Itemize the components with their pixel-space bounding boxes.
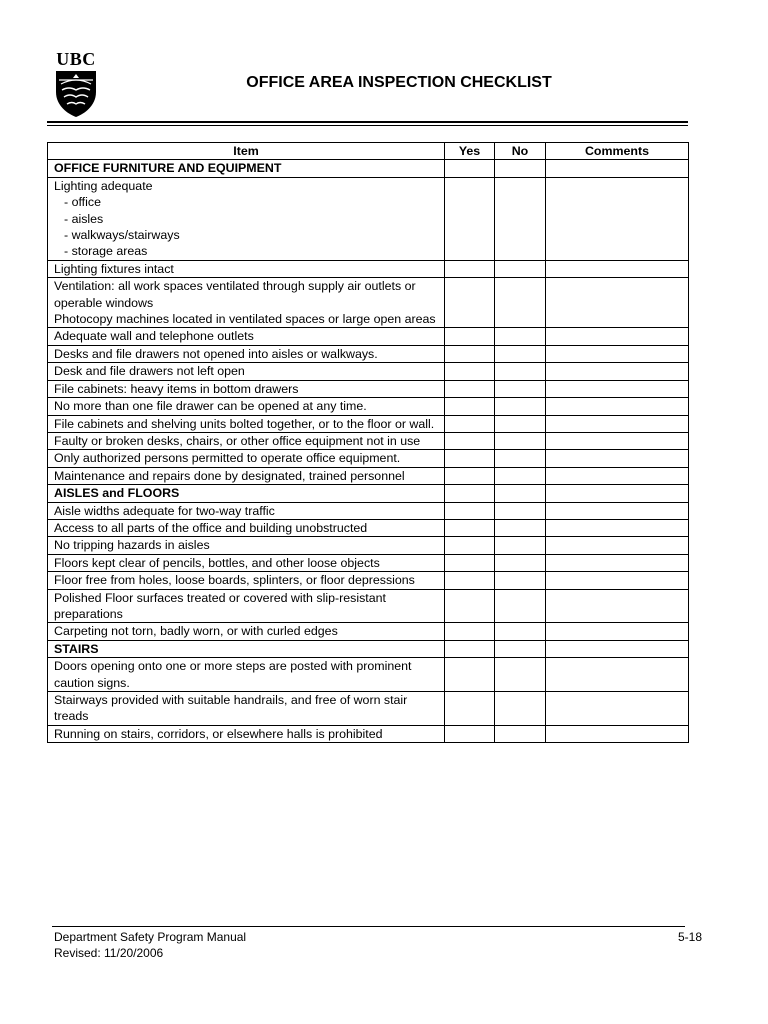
checklist-row (48, 519, 689, 536)
no-cell[interactable] (495, 658, 546, 692)
no-cell[interactable] (495, 640, 546, 657)
checklist-row (48, 692, 689, 726)
no-cell[interactable] (495, 363, 546, 380)
table-body (48, 160, 689, 743)
item-text: Maintenance and repairs done by designated, trained personnel (54, 468, 405, 483)
checklist-row (48, 363, 689, 380)
checklist-row (48, 260, 689, 277)
yes-cell[interactable] (445, 572, 495, 589)
no-cell[interactable] (495, 177, 546, 260)
item-text: No more than one file drawer can be opened at any time. (54, 399, 367, 414)
no-cell[interactable] (495, 725, 546, 742)
checklist-row (48, 415, 689, 432)
no-cell[interactable] (495, 160, 546, 177)
item-cell (48, 502, 445, 519)
item-text: Running on stairs, corridors, or elsewhere halls is prohibited (54, 726, 383, 741)
item-cell (48, 328, 445, 345)
item-text: Ventilation: all work spaces ventilated through supply air outlets or operable windows (54, 279, 416, 310)
no-cell[interactable] (495, 380, 546, 397)
comments-cell[interactable] (546, 554, 689, 571)
item-cell (48, 692, 445, 726)
checklist-row (48, 345, 689, 362)
yes-cell[interactable] (445, 485, 495, 502)
item-text: Stairways provided with suitable handrails, and free of worn stair treads (54, 693, 408, 724)
item-cell (48, 260, 445, 277)
comments-cell[interactable] (546, 260, 689, 277)
item-text: Only authorized persons permitted to operate office equipment. (54, 451, 401, 466)
item-text: Lighting fixtures intact (54, 261, 174, 276)
item-cell (48, 363, 445, 380)
section-title: AISLES and FLOORS (48, 485, 445, 502)
item-text: Adequate wall and telephone outlets (54, 329, 254, 344)
item-text: Access to all parts of the office and building unobstructed (54, 520, 368, 535)
yes-cell[interactable] (445, 692, 495, 726)
header-rule-thin (47, 125, 688, 126)
no-cell[interactable] (495, 450, 546, 467)
no-cell[interactable] (495, 502, 546, 519)
item-cell (48, 432, 445, 449)
yes-cell[interactable] (445, 725, 495, 742)
comments-cell[interactable] (546, 450, 689, 467)
checklist-row (48, 725, 689, 742)
checklist-row (48, 467, 689, 484)
no-cell[interactable] (495, 692, 546, 726)
item-text: Doors opening onto one or more steps are posted with prominent caution signs. (54, 659, 412, 690)
checklist-row (48, 432, 689, 449)
item-text: Floors kept clear of pencils, bottles, and other loose objects (54, 555, 380, 570)
item-cell (48, 658, 445, 692)
checklist-row (48, 398, 689, 415)
comments-cell[interactable] (546, 537, 689, 554)
logo-text: UBC (56, 49, 96, 69)
header-rule-thick (47, 121, 688, 123)
no-cell[interactable] (495, 278, 546, 328)
comments-cell[interactable] (546, 380, 689, 397)
item-sub-text: - office (64, 195, 101, 210)
yes-cell[interactable] (445, 363, 495, 380)
column-header-no: No (495, 143, 546, 160)
comments-cell[interactable] (546, 432, 689, 449)
yes-cell[interactable] (445, 177, 495, 260)
no-cell[interactable] (495, 623, 546, 640)
page-title: OFFICE AREA INSPECTION CHECKLIST (246, 74, 552, 91)
comments-cell[interactable] (546, 692, 689, 726)
checklist-row (48, 589, 689, 623)
comments-cell[interactable] (546, 278, 689, 328)
comments-cell[interactable] (546, 398, 689, 415)
section-title: OFFICE FURNITURE AND EQUIPMENT (48, 160, 445, 177)
item-cell (48, 177, 445, 260)
item-text: File cabinets: heavy items in bottom drawers (54, 381, 299, 396)
yes-cell[interactable] (445, 160, 495, 177)
footer-rule (52, 926, 685, 927)
comments-cell[interactable] (546, 725, 689, 742)
checklist-row (48, 537, 689, 554)
item-sub-text: - storage areas (64, 244, 148, 259)
comments-cell[interactable] (546, 345, 689, 362)
item-cell (48, 345, 445, 362)
item-text: File cabinets and shelving units bolted together, or to the floor or wall. (54, 416, 435, 431)
checklist-row (48, 554, 689, 571)
comments-cell[interactable] (546, 467, 689, 484)
yes-cell[interactable] (445, 589, 495, 623)
item-text: Floor free from holes, loose boards, splinters, or floor depressions (54, 573, 415, 588)
checklist-row (48, 450, 689, 467)
item-cell (48, 589, 445, 623)
yes-cell[interactable] (445, 519, 495, 536)
item-extra-text: Photocopy machines located in ventilated spaces or large open areas (54, 312, 436, 327)
item-sub-text: - aisles (64, 211, 104, 226)
item-cell (48, 519, 445, 536)
yes-cell[interactable] (445, 345, 495, 362)
comments-cell[interactable] (546, 363, 689, 380)
no-cell[interactable] (495, 554, 546, 571)
item-cell (48, 380, 445, 397)
yes-cell[interactable] (445, 432, 495, 449)
item-text: Desk and file drawers not left open (54, 364, 245, 379)
comments-cell[interactable] (546, 623, 689, 640)
item-cell (48, 278, 445, 328)
no-cell[interactable] (495, 467, 546, 484)
item-cell (48, 467, 445, 484)
checklist-row (48, 572, 689, 589)
comments-cell[interactable] (546, 519, 689, 536)
checklist-row (48, 502, 689, 519)
yes-cell[interactable] (445, 328, 495, 345)
section-header-row (48, 485, 689, 502)
no-cell[interactable] (495, 398, 546, 415)
comments-cell[interactable] (546, 485, 689, 502)
section-header-row (48, 160, 689, 177)
no-cell[interactable] (495, 432, 546, 449)
yes-cell[interactable] (445, 415, 495, 432)
comments-cell[interactable] (546, 328, 689, 345)
item-text: No tripping hazards in aisles (54, 538, 210, 553)
item-cell (48, 554, 445, 571)
item-cell (48, 415, 445, 432)
no-cell[interactable] (495, 572, 546, 589)
no-cell[interactable] (495, 589, 546, 623)
item-cell (48, 537, 445, 554)
comments-cell[interactable] (546, 415, 689, 432)
yes-cell[interactable] (445, 450, 495, 467)
comments-cell[interactable] (546, 572, 689, 589)
comments-cell[interactable] (546, 160, 689, 177)
column-header-comments: Comments (546, 143, 689, 160)
checklist-row (48, 380, 689, 397)
no-cell[interactable] (495, 260, 546, 277)
checklist-row (48, 278, 689, 328)
item-text: Faulty or broken desks, chairs, or other office equipment not in use (54, 433, 421, 448)
item-text: Lighting adequate (54, 178, 153, 193)
footer-revised-date: Revised: 11/20/2006 (54, 946, 164, 960)
comments-cell[interactable] (546, 589, 689, 623)
comments-cell[interactable] (546, 177, 689, 260)
yes-cell[interactable] (445, 658, 495, 692)
footer-manual-title: Department Safety Program Manual (54, 930, 247, 944)
yes-cell[interactable] (445, 380, 495, 397)
yes-cell[interactable] (445, 398, 495, 415)
no-cell[interactable] (495, 519, 546, 536)
checklist-row (48, 623, 689, 640)
item-cell (48, 623, 445, 640)
item-cell (48, 450, 445, 467)
item-cell (48, 398, 445, 415)
comments-cell[interactable] (546, 640, 689, 657)
no-cell[interactable] (495, 485, 546, 502)
no-cell[interactable] (495, 537, 546, 554)
footer-left (54, 929, 246, 961)
item-text: Desks and file drawers not opened into aisles or walkways. (54, 346, 378, 361)
no-cell[interactable] (495, 415, 546, 432)
item-cell (48, 572, 445, 589)
yes-cell[interactable] (445, 623, 495, 640)
comments-cell[interactable] (546, 658, 689, 692)
column-header-item: Item (48, 143, 445, 160)
comments-cell[interactable] (546, 502, 689, 519)
section-title: STAIRS (48, 640, 445, 657)
yes-cell[interactable] (445, 554, 495, 571)
item-text: Aisle widths adequate for two-way traffic (54, 503, 275, 518)
yes-cell[interactable] (445, 260, 495, 277)
yes-cell[interactable] (445, 278, 495, 328)
item-text: Carpeting not torn, badly worn, or with curled edges (54, 624, 338, 639)
no-cell[interactable] (495, 345, 546, 362)
section-header-row (48, 640, 689, 657)
checklist-row (48, 328, 689, 345)
footer-page-number: 5-18 (678, 930, 703, 944)
item-sub-text: - walkways/stairways (64, 228, 180, 243)
no-cell[interactable] (495, 328, 546, 345)
yes-cell[interactable] (445, 502, 495, 519)
column-header-yes: Yes (445, 143, 495, 160)
yes-cell[interactable] (445, 467, 495, 484)
yes-cell[interactable] (445, 537, 495, 554)
checklist-row (48, 177, 689, 260)
checklist-row (48, 658, 689, 692)
item-text: Polished Floor surfaces treated or covered with slip-resistant preparations (54, 590, 386, 621)
yes-cell[interactable] (445, 640, 495, 657)
item-cell (48, 725, 445, 742)
table-header-row (48, 143, 689, 160)
inspection-checklist-table (47, 142, 689, 743)
